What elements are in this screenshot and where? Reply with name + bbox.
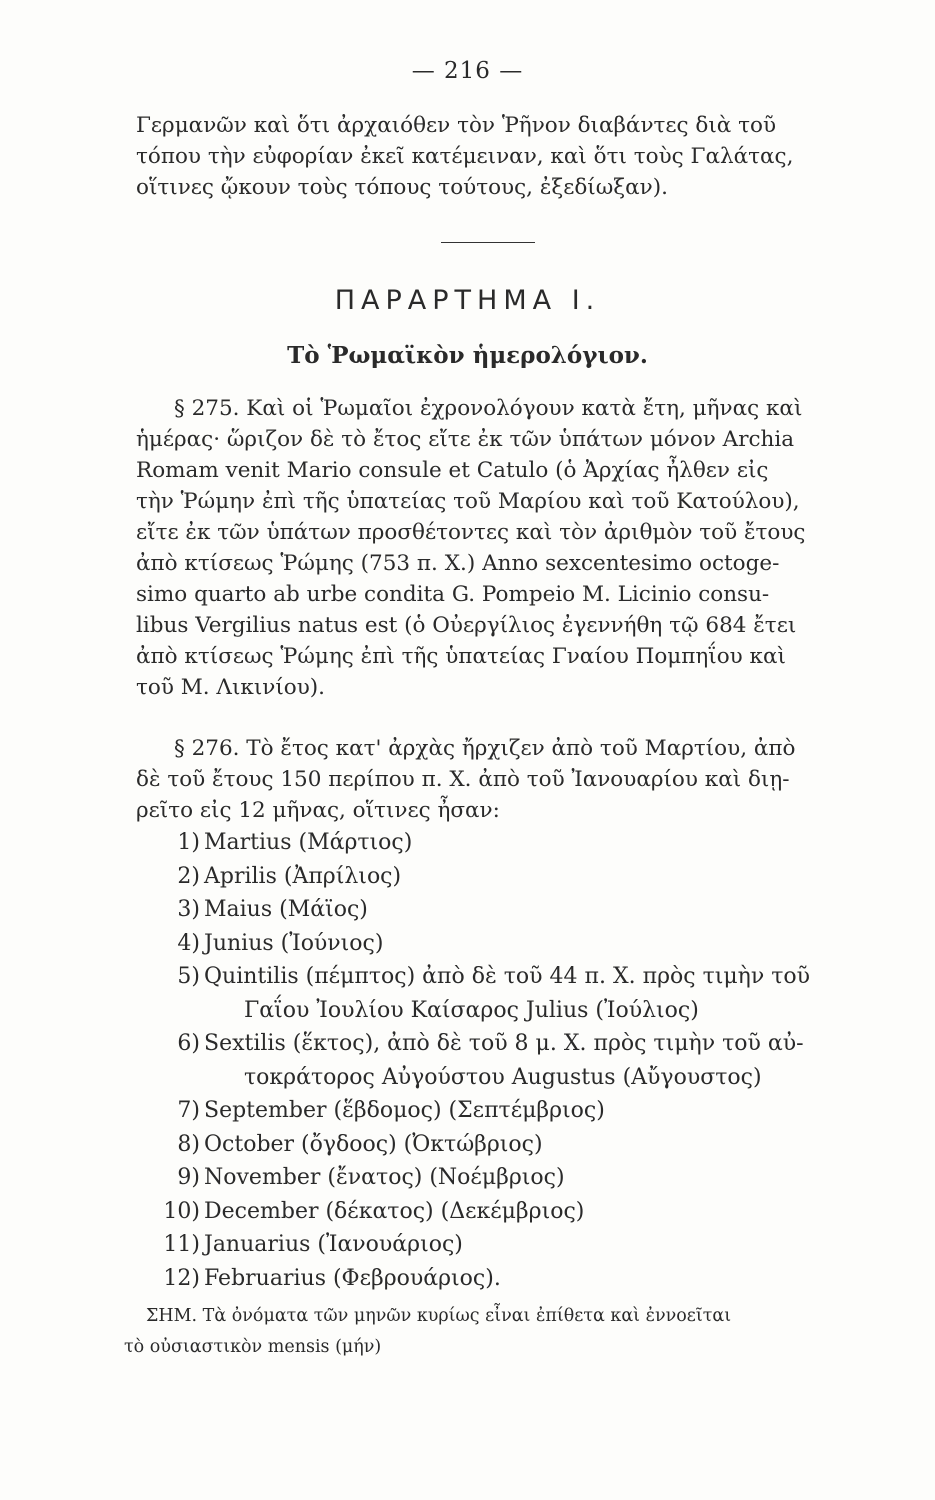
paragraph-275 [136, 393, 876, 703]
footnote [124, 1301, 884, 1363]
month-name: Junius (Ἰούνιος) [204, 930, 384, 956]
list-item [150, 1228, 890, 1262]
list-item [150, 1094, 890, 1128]
month-number: 7) [177, 1098, 200, 1123]
list-item [150, 960, 890, 994]
month-name: Maius (Μάϊος) [204, 897, 368, 922]
list-item-continuation: Γαΐου Ἰουλίου Καίσαρος Julius (Ἰούλιος) [244, 997, 699, 1023]
month-name: November (ἔνατος) (Νοέμβριος) [204, 1165, 565, 1190]
list-item [150, 1161, 890, 1195]
list-item [150, 860, 890, 894]
text-line: τὴν Ῥώμην ἐπὶ τῆς ὑπατείας τοῦ Μαρίου καὶ τοῦ Κατούλου), [136, 489, 800, 514]
month-number: 2) [177, 863, 200, 889]
list-item [150, 826, 890, 860]
month-number: 1) [177, 830, 200, 855]
month-name: Martius (Μάρτιος) [204, 830, 413, 855]
text-line: ἀπὸ κτίσεως Ῥώμης ἐπὶ τῆς ὑπατείας Γναίου Πομπηΐου καὶ [136, 644, 786, 669]
list-item [150, 1262, 890, 1296]
month-number: 12) [163, 1265, 200, 1291]
text-line: ρεῖτο εἰς 12 μῆνας, οἵτινες ἦσαν: [136, 798, 500, 823]
month-number: 11) [163, 1232, 200, 1257]
month-name: Januarius (Ἰανουάριος) [204, 1232, 463, 1257]
text-line: τόπου τὴν εὐφορίαν ἐκεῖ κατέμειναν, καὶ ὅτι τοὺς Γαλάτας, [136, 144, 794, 169]
section-title: Τὸ Ῥωμαϊκὸν ἡμερολόγιον. [287, 342, 648, 369]
text-line: § 275. Καὶ οἱ Ῥωμαῖοι ἐχρονολόγουν κατὰ ἔτη, μῆνας καὶ [174, 396, 803, 421]
page-number: — 216 — [411, 58, 524, 84]
text-line: Romam venit Mario consule et Catulo (ὁ Ἀρχίας ἦλθεν εἰς [136, 458, 769, 483]
list-item [150, 927, 890, 961]
list-item [150, 893, 890, 927]
note-line: τὸ οὐσιαστικὸν mensis (μήν) [124, 1337, 382, 1357]
intro-paragraph [136, 110, 876, 203]
list-item [150, 1128, 890, 1162]
month-name: Aprilis (Ἀπρίλιος) [204, 863, 402, 889]
month-number: 8) [177, 1131, 200, 1157]
text-line: ἡμέρας· ὥριζον δὲ τὸ ἔτος εἴτε ἐκ τῶν ὑπάτων μόνον Archia [136, 427, 795, 452]
text-line: οἵτινες ᾤκουν τοὺς τόπους τούτους, ἐξεδίωξαν). [136, 175, 668, 200]
month-name: September (ἕβδομος) (Σεπτέμβριος) [204, 1098, 605, 1123]
month-name: Quintilis (πέμπτος) ἀπὸ δὲ τοῦ 44 π. Χ. πρὸς τιμὴν τοῦ [204, 964, 810, 989]
month-list [150, 826, 890, 1295]
month-number: 5) [177, 964, 200, 989]
list-item-continuation: τοκράτορος Αὐγούστου Augustus (Αὔγουστος) [244, 1064, 762, 1090]
text-line: εἴτε ἐκ τῶν ὑπάτων προσθέτοντες καὶ τὸν ἀριθμὸν τοῦ ἔτους [136, 520, 806, 545]
note-line: ΣΗΜ. Τὰ ὀνόματα τῶν μηνῶν κυρίως εἶναι ἐπίθετα καὶ ἐννοεῖται [146, 1306, 732, 1326]
text-line: Γερμανῶν καὶ ὅτι ἀρχαιόθεν τὸν Ῥῆνον διαβάντες διὰ τοῦ [136, 113, 777, 138]
month-name: October (ὄγδοος) (Ὀκτώβριος) [204, 1131, 543, 1157]
paragraph-276 [136, 733, 876, 826]
text-line: δὲ τοῦ ἔτους 150 περίπου π. Χ. ἀπὸ τοῦ Ἰανουαρίου καὶ διῃ- [136, 767, 790, 792]
list-item [150, 1195, 890, 1229]
month-number: 10) [163, 1198, 200, 1224]
month-name: December (δέκατος) (Δεκέμβριος) [204, 1198, 585, 1224]
text-line: § 276. Τὸ ἔτος κατ' ἀρχὰς ἤρχιζεν ἀπὸ τοῦ Μαρτίου, ἀπὸ [174, 736, 796, 761]
section-divider [441, 242, 535, 243]
month-number: 3) [177, 897, 200, 922]
text-line: ἀπὸ κτίσεως Ῥώμης (753 π. Χ.) Anno sexcentesimo octoge- [136, 551, 780, 576]
month-number: 4) [177, 930, 200, 956]
text-line: libus Vergilius natus est (ὁ Οὐεργίλιος ἐγεννήθη τῷ 684 ἔτει [136, 613, 797, 638]
month-number: 9) [177, 1165, 200, 1190]
appendix-title: ΠΑΡΑΡΤΗΜΑ Ι. [334, 285, 601, 316]
month-name: Sextilis (ἕκτος), ἀπὸ δὲ τοῦ 8 μ. Χ. πρὸς τιμὴν τοῦ αὐ- [204, 1031, 804, 1056]
text-line: τοῦ Μ. Λικινίου). [136, 675, 325, 700]
month-name: Februarius (Φεβρουάριος). [204, 1265, 501, 1291]
list-item [150, 1027, 890, 1061]
text-line: simo quarto ab urbe condita G. Pompeio M. Licinio consu- [136, 582, 770, 607]
month-number: 6) [177, 1031, 200, 1056]
